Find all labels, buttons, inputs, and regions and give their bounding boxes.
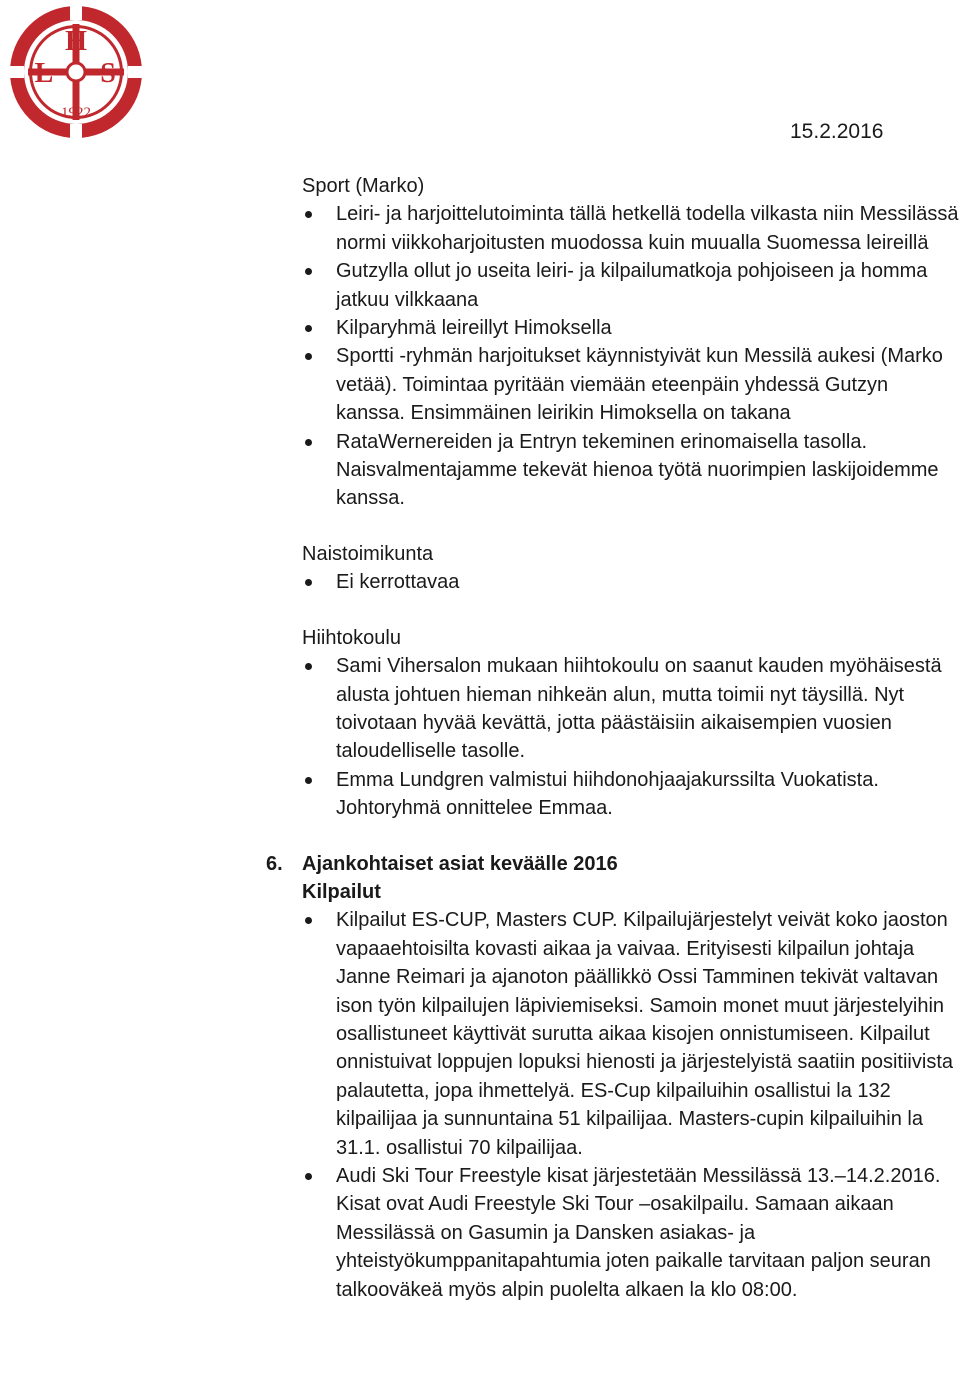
- list-item: [302, 200, 960, 257]
- list-item: [302, 652, 960, 766]
- agenda-heading: [266, 850, 960, 878]
- list-item: [302, 257, 960, 314]
- section-heading: Hiihtokoulu: [302, 626, 401, 649]
- list-item-text: Kilparyhmä leireillyt Himoksella: [336, 317, 612, 340]
- logo-letter-h: H: [65, 26, 87, 57]
- agenda-title: Ajankohtaiset asiat keväälle 2016: [302, 852, 618, 875]
- bullet-icon: [305, 663, 312, 670]
- document-date: 15.2.2016: [790, 120, 884, 143]
- bullet-icon: [305, 268, 312, 275]
- list-item: [302, 342, 960, 427]
- list-item-text: Gutzylla ollut jo useita leiri- ja kilpailumatkoja pohjoiseen ja homma jatkuu vilkkaana: [336, 260, 928, 311]
- agenda-item-6: [266, 850, 960, 1305]
- section-naistoimikunta: [302, 540, 960, 597]
- bullet-icon: [305, 325, 312, 332]
- bullet-icon: [305, 777, 312, 784]
- list-item-text: Ei kerrottavaa: [336, 571, 460, 594]
- list-item: [302, 568, 960, 596]
- list-item: [302, 428, 960, 513]
- bullet-list: [302, 200, 960, 512]
- club-logo-emblem: [6, 2, 146, 142]
- list-item-text: Sportti -ryhmän harjoitukset käynnistyivät kun Messilä aukesi (Marko vetää). Toimintaa pyritään viemään eteenpäin yhdessä Gutzyn kanssa. Ensimmäinen leirikin Himoksella on takana: [336, 345, 943, 425]
- bullet-icon: [305, 353, 312, 360]
- bullet-icon: [305, 579, 312, 586]
- bullet-icon: [305, 439, 312, 446]
- logo-year: 1922: [61, 105, 91, 121]
- bullet-list: [302, 906, 960, 1304]
- bullet-icon: [305, 211, 312, 218]
- bullet-icon: [305, 1173, 312, 1180]
- document-body: [266, 172, 960, 1304]
- club-logo: [6, 2, 146, 142]
- list-item-text: Sami Vihersalon mukaan hiihtokoulu on saanut kauden myöhäisestä alusta johtuen hieman nihkeän alun, mutta toimii nyt täysillä. Nyt toivotaan hyvää kevättä, jotta päästäisiin aikaisempien vuosien taloudelliselle tasolle.: [336, 655, 942, 763]
- list-item: [302, 906, 960, 1162]
- section-heading: Naistoimikunta: [302, 542, 434, 565]
- list-item: [302, 766, 960, 823]
- bullet-list: [302, 568, 960, 596]
- list-item: [302, 314, 960, 342]
- agenda-number: 6.: [266, 852, 283, 875]
- logo-letter-s: S: [100, 58, 116, 89]
- list-item-text: Audi Ski Tour Freestyle kisat järjestetään Messilässä 13.–14.2.2016. Kisat ovat Audi Freestyle Ski Tour –osakilpailu. Samaan aikaan Messilässä on Gasumin ja Dansken asiakas- ja yhteistyökumppanitapahtumia joten paikalle tarvitaan paljon seuran talkooväkeä myös alpin puolelta alkaen la klo 08:00.: [336, 1165, 941, 1301]
- list-item-text: RataWernereiden ja Entryn tekeminen erinomaisella tasolla. Naisvalmentajamme tekevät hienoa työtä nuorimpien laskijoidemme kanssa.: [336, 430, 939, 510]
- bullet-list: [302, 652, 960, 822]
- list-item-text: Leiri- ja harjoittelutoiminta tällä hetkellä todella vilkasta niin Messilässä normi viikkoharjoitusten muodossa kuin muualla Suomessa leireillä: [336, 203, 959, 254]
- list-item: [302, 1162, 960, 1304]
- section-hiihtokoulu: [302, 624, 960, 823]
- section-sport: [302, 172, 960, 513]
- agenda-subheading: Kilpailut: [302, 880, 381, 903]
- list-item-text: Kilpailut ES-CUP, Masters CUP. Kilpailujärjestelyt veivät koko jaoston vapaaehtoisilta kovasti aikaa ja vaivaa. Erityisesti kilpailun johtaja Janne Reimari ja ajanoton päällikkö Ossi Tamminen tekivät valtavan ison työn kilpailujen läpiviemiseksi. Samoin monet muut järjestelyihin osallistuneet käyttivät surutta aikaa kisojen onnistumiseen. Kilpailut onnistuivat loppujen lopuksi hienosti ja järjestelyistä saatiin positiivista palautetta, jopa ihmettelyä. ES-Cup kilpailuihin osallistui la 132 kilpailijaa ja sunnuntaina 51 kilpailijaa. Masters-cupin kilpailuihin la 31.1. osallistui 70 kilpailijaa.: [336, 909, 954, 1159]
- list-item-text: Emma Lundgren valmistui hiihdonohjaajakurssilta Vuokatista. Johtoryhmä onnittelee Emmaa.: [336, 768, 879, 820]
- section-heading: Sport (Marko): [302, 175, 425, 197]
- bullet-icon: [305, 917, 312, 924]
- logo-letter-l: L: [34, 58, 54, 89]
